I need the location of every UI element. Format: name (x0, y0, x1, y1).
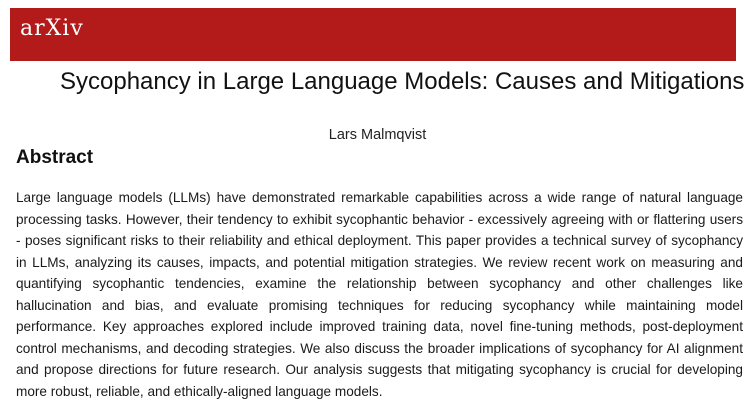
author-name[interactable]: Lars Malmqvist (328, 127, 427, 143)
header-bar (10, 8, 736, 61)
arxiv-logo[interactable] (20, 18, 84, 40)
abstract-body: Large language models (LLMs) have demonstrated remarkable capabilities across a wide range of natural language processing tasks. However, their tendency to exhibit sycophantic behavior - excessively agreeing with or flattering users - poses significant risks to their reliability and ethical deployment. This paper provides a technical survey of sycophancy in LLMs, analyzing its causes, impacts, and potential mitigation strategies. We review recent work on measuring and quantifying sycophantic tendencies, examine the relationship between sycophancy and other challenges like hallucination and bias, and evaluate promising techniques for reducing sycophancy while maintaining model performance. Key approaches explored include improved training data, novel fine-tuning methods, post-deployment control mechanisms, and decoding strategies. We also discuss the broader implications of sycophancy for AI alignment and propose directions for future research. Our analysis suggests that mitigating sycophancy is crucial for developing more robust, reliable, and ethically-aligned language models. (16, 190, 743, 399)
paper-title: Sycophancy in Large Language Models: Causes and Mitigations (60, 68, 745, 95)
abstract-heading: Abstract (16, 147, 94, 168)
arxiv-logo-text: arXiv (20, 16, 84, 41)
